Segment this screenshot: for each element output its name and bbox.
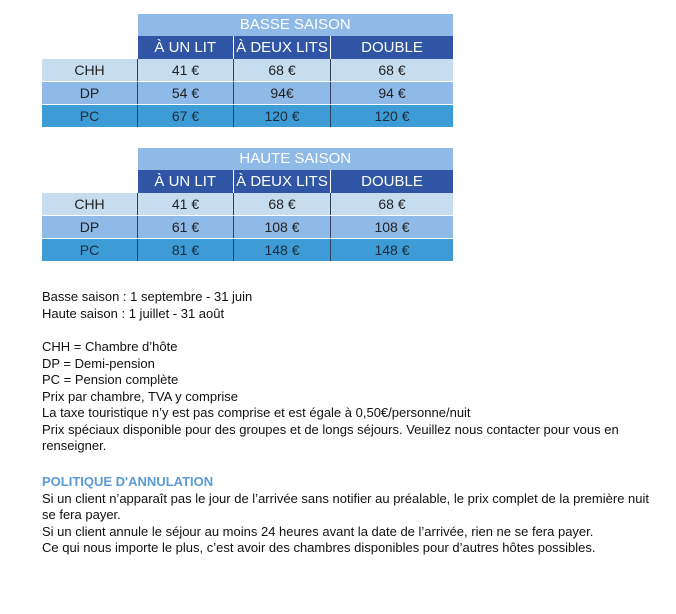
policy-title: POLITIQUE D'ANNULATION [42, 474, 214, 489]
table-row [42, 59, 453, 82]
price-cell: 108 € [331, 216, 454, 239]
row-label: PC [42, 239, 138, 262]
note-line: Prix spéciaux disponible pour des groupes et de longs séjours. Veuillez nous contacter pour vous en renseigner. [42, 421, 619, 453]
price-cell: 68 € [234, 193, 331, 216]
note-line: La taxe touristique n’y est pas comprise et est égale à 0,50€/personne/nuit [42, 405, 471, 420]
table-row [42, 239, 453, 262]
row-label: PC [42, 105, 138, 128]
high-season-title: HAUTE SAISON [138, 148, 454, 170]
note-line: Prix par chambre, TVA y comprise [42, 388, 239, 404]
col-header-single-bed: À UN LIT [138, 170, 234, 193]
col-header-two-beds: À DEUX LITS [234, 36, 331, 59]
high-season-dates: Haute saison : 1 juillet - 31 août [42, 305, 225, 321]
policy-line: Si un client n’apparaît pas le jour de l’arrivée sans notifier au préalable, le prix complet de la première nuit se fera payer. [42, 490, 649, 522]
price-cell: 68 € [331, 193, 454, 216]
col-header-single-bed: À UN LIT [138, 36, 234, 59]
price-cell: 68 € [234, 59, 331, 82]
policy-line: Si un client annule le séjour au moins 24 heures avant la date de l’arrivée, rien ne se fera payer. [42, 523, 594, 539]
price-cell: 67 € [138, 105, 234, 128]
table-row [42, 105, 453, 128]
note-line: PC = Pension complète [42, 372, 179, 387]
row-label: CHH [42, 193, 138, 216]
note-line: CHH = Chambre d’hôte [42, 339, 178, 354]
row-label: DP [42, 216, 138, 239]
price-cell: 94 € [331, 82, 454, 105]
note-line: DP = Demi-pension [42, 355, 155, 371]
price-cell: 81 € [138, 239, 234, 262]
col-header-two-beds: À DEUX LITS [234, 170, 331, 193]
price-cell: 41 € [138, 59, 234, 82]
price-cell: 108 € [234, 216, 331, 239]
price-cell: 61 € [138, 216, 234, 239]
price-cell: 148 € [331, 239, 454, 262]
table-row [42, 82, 453, 105]
policy-line: Ce qui nous importe le plus, c’est avoir des chambres disponibles pour d’autres hôtes possibles. [42, 540, 596, 555]
col-header-double: DOUBLE [331, 170, 454, 193]
price-cell: 54 € [138, 82, 234, 105]
table-row [42, 193, 453, 216]
table-row [42, 216, 453, 239]
low-season-dates: Basse saison : 1 septembre - 31 juin [42, 289, 253, 304]
row-label: CHH [42, 59, 138, 82]
row-label: DP [42, 82, 138, 105]
low-season-table [42, 14, 453, 127]
season-dates [42, 289, 662, 322]
price-cell: 120 € [234, 105, 331, 128]
price-cell: 120 € [331, 105, 454, 128]
col-header-double: DOUBLE [331, 36, 454, 59]
price-cell: 148 € [234, 239, 331, 262]
price-cell: 68 € [331, 59, 454, 82]
price-cell: 41 € [138, 193, 234, 216]
low-season-title: BASSE SAISON [138, 14, 454, 36]
price-cell: 94€ [234, 82, 331, 105]
high-season-table [42, 148, 453, 261]
notes [42, 339, 662, 455]
cancellation-policy [42, 474, 662, 557]
